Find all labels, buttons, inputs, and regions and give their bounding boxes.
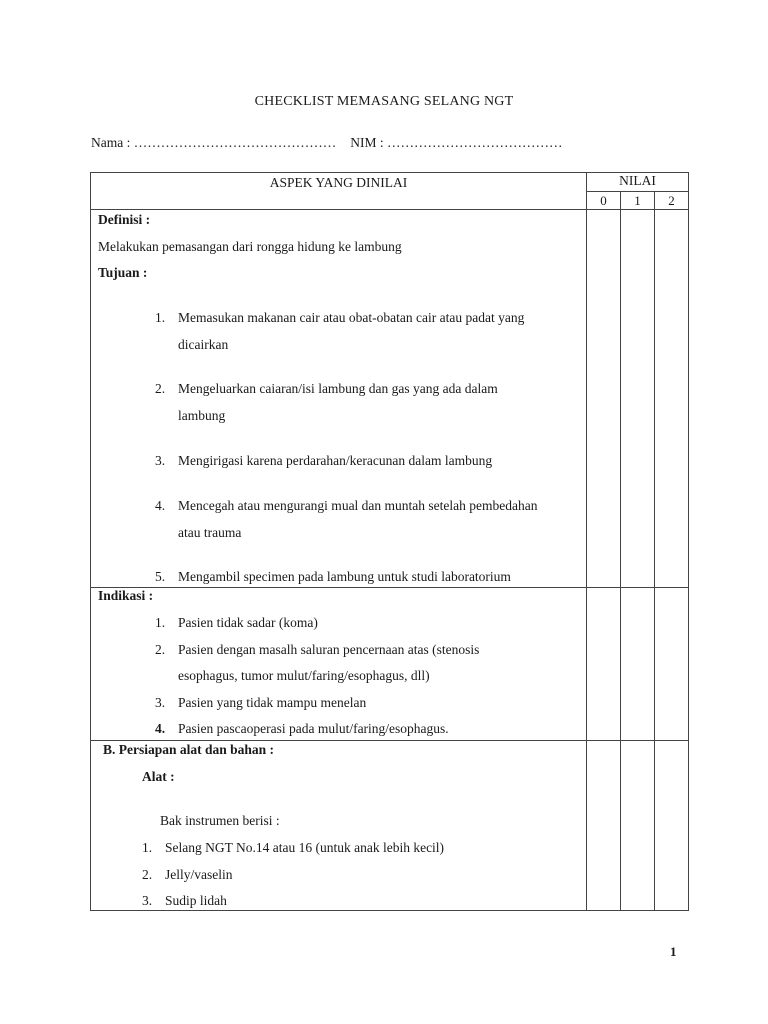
score-2-header: 2 [655,192,689,210]
score-cell-0[interactable] [587,210,621,588]
persiapan-heading: B. Persiapan alat dan bahan : [103,742,275,757]
alat-item-text: Jelly/vaselin [165,867,233,882]
nim-field: NIM : ………………………………… [350,135,563,150]
score-cell-2[interactable] [655,588,689,741]
indikasi-item-text: Pasien tidak sadar (koma) [178,615,318,630]
indikasi-item-number: 1. [155,615,166,630]
indikasi-item-text-cont: esophagus, tumor mulut/faring/esophagus, dll) [178,668,430,683]
tujuan-item-text: Mengirigasi karena perdarahan/keracunan dalam lambung [178,453,493,468]
tujuan-item-number: 5. [155,569,166,584]
bak-instrumen-label: Bak instrumen berisi : [160,813,280,828]
indikasi-item-text: Pasien dengan masalh saluran pencernaan atas (stenosis [178,642,480,657]
tujuan-item-text: Mencegah atau mengurangi mual dan muntah setelah pembedahan [178,498,538,513]
checklist-table [90,172,689,911]
header-nilai: NILAI [587,173,689,192]
tujuan-item-number: 2. [155,381,166,396]
score-cell-1[interactable] [621,588,655,741]
alat-item-number: 2. [142,867,153,882]
identity-line [91,135,563,151]
indikasi-item-number: 4. [155,721,166,736]
tujuan-item-text: Memasukan makanan cair atau obat-obatan cair atau padat yang [178,310,525,325]
score-0-header: 0 [587,192,621,210]
score-cell-1[interactable] [621,210,655,588]
nama-field: Nama : ……………………………………… [91,135,337,150]
score-1-header: 1 [621,192,655,210]
tujuan-item-number: 4. [155,498,166,513]
tujuan-item-text: Mengambil specimen pada lambung untuk studi laboratorium [178,569,511,584]
indikasi-item-text: Pasien pascaoperasi pada mulut/faring/esophagus. [178,721,449,736]
indikasi-item-text: Pasien yang tidak mampu menelan [178,695,367,710]
tujuan-item-text-cont: dicairkan [178,337,229,352]
aspek-cell-persiapan [91,741,587,911]
table-row-persiapan [91,741,689,911]
score-cell-2[interactable] [655,741,689,911]
definisi-text: Melakukan pemasangan dari rongga hidung ke lambung [98,239,402,254]
score-cell-0[interactable] [587,588,621,741]
tujuan-item-number: 3. [155,453,166,468]
table-row-definisi [91,210,689,588]
alat-item-number: 3. [142,893,153,908]
indikasi-item-number: 3. [155,695,166,710]
tujuan-item-number: 1. [155,310,166,325]
score-cell-0[interactable] [587,741,621,911]
alat-item-text: Sudip lidah [165,893,227,908]
tujuan-item-text-cont: atau trauma [178,525,242,540]
tujuan-item-text-cont: lambung [178,408,226,423]
aspek-cell-definisi [91,210,587,588]
header-aspek: ASPEK YANG DINILAI [91,173,587,210]
alat-item-number: 1. [142,840,153,855]
aspek-cell-indikasi [91,588,587,741]
document-title: CHECKLIST MEMASANG SELANG NGT [254,94,514,109]
alat-label: Alat : [142,769,175,784]
alat-item-text: Selang NGT No.14 atau 16 (untuk anak lebih kecil) [165,840,445,855]
score-cell-1[interactable] [621,741,655,911]
score-cell-2[interactable] [655,210,689,588]
indikasi-item-number: 2. [155,642,166,657]
tujuan-label: Tujuan : [98,265,148,280]
page-number: 1 [670,944,677,959]
table-row-indikasi [91,588,689,741]
indikasi-label: Indikasi : [98,588,154,603]
definisi-label: Definisi : [98,212,151,227]
header-row [91,173,689,192]
tujuan-item-text: Mengeluarkan caiaran/isi lambung dan gas yang ada dalam [178,381,498,396]
